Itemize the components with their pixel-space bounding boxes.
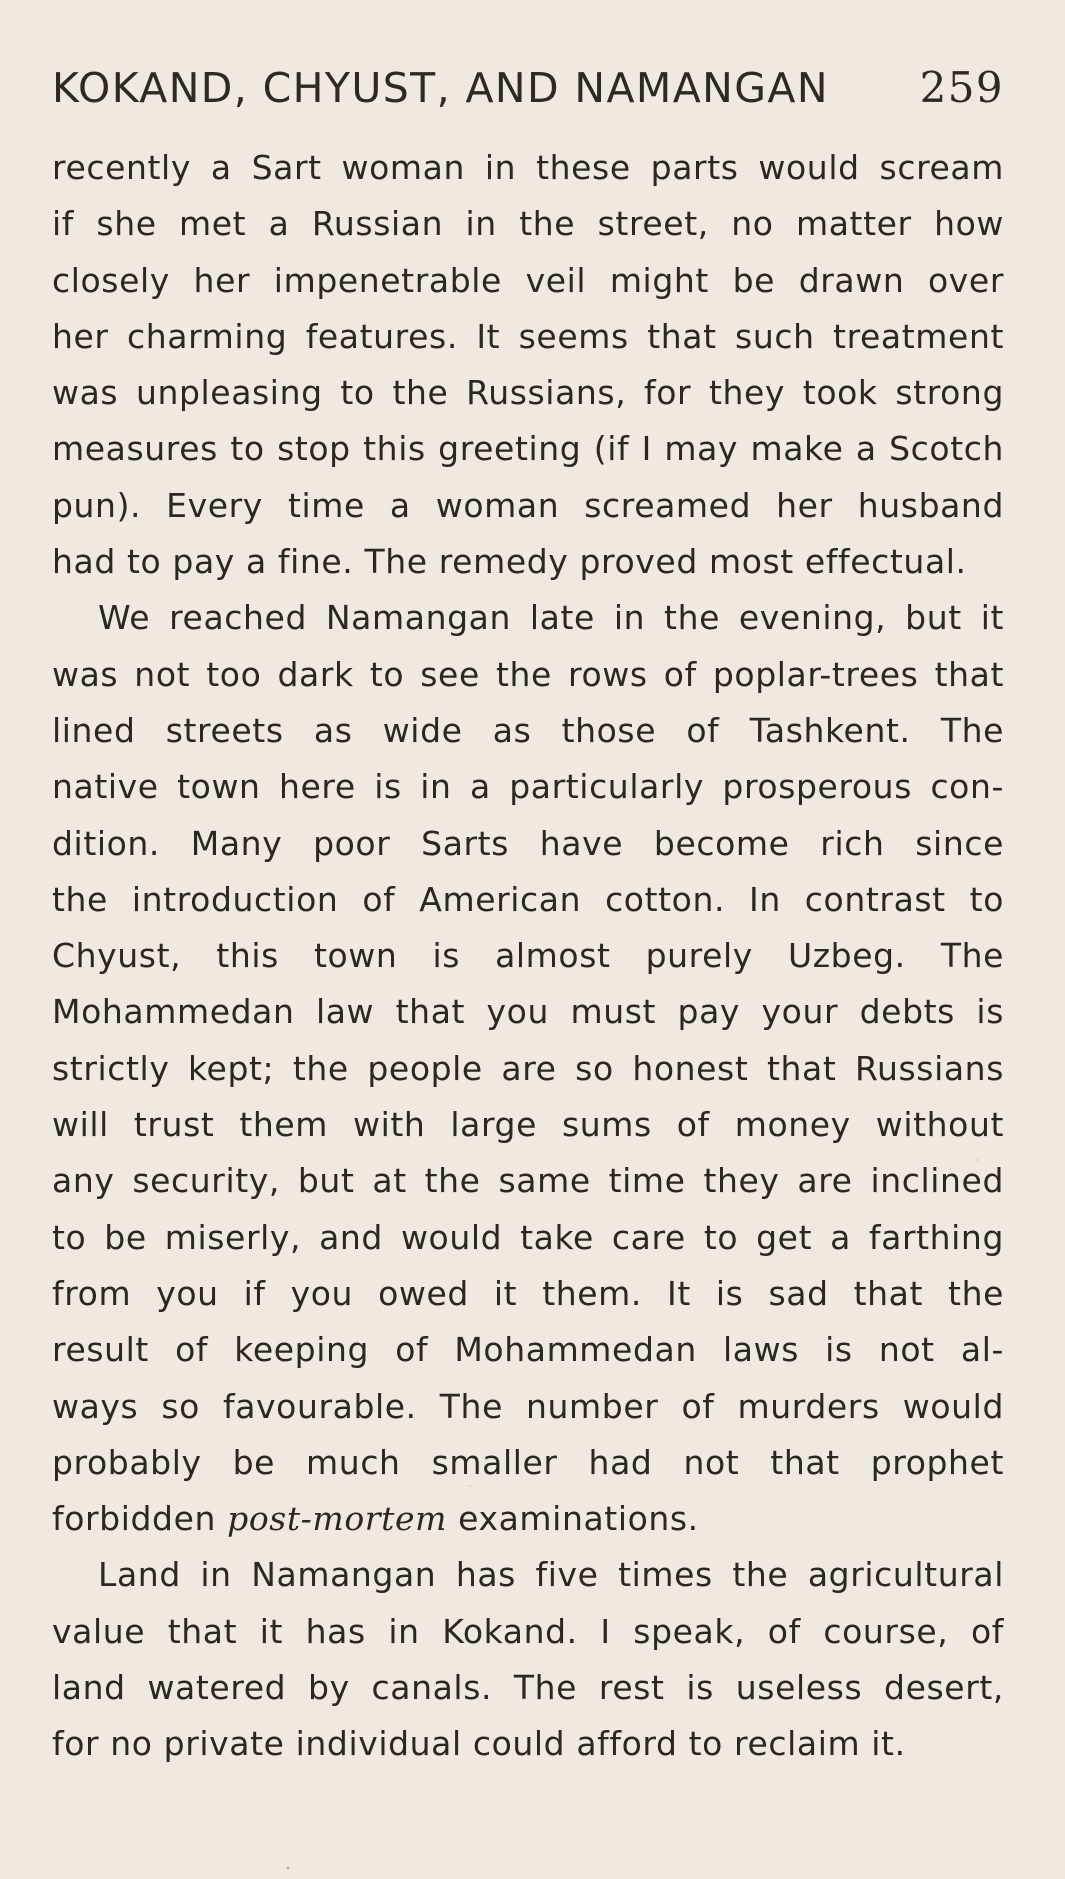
text-line bbox=[52, 309, 1004, 365]
text-line bbox=[52, 478, 1004, 534]
text-segment: examinations. bbox=[447, 1499, 699, 1539]
page-number: 259 bbox=[919, 63, 1004, 112]
text-segment: land watered by canals. The rest is useless desert, bbox=[52, 1668, 1004, 1708]
text-line bbox=[52, 703, 1004, 759]
body-text bbox=[52, 140, 1004, 1773]
text-line bbox=[52, 196, 1004, 252]
text-segment: lined streets as wide as those of Tashkent. The bbox=[52, 710, 1004, 750]
text-segment: the introduction of American cotton. In contrast to bbox=[52, 879, 1004, 919]
text-line bbox=[52, 759, 1004, 815]
text-line bbox=[52, 872, 1004, 928]
text-line bbox=[52, 421, 1004, 477]
text-segment: Land in Namangan has five times the agricultural bbox=[98, 1555, 1004, 1595]
text-line bbox=[52, 647, 1004, 703]
text-line bbox=[52, 984, 1004, 1040]
text-line bbox=[52, 365, 1004, 421]
text-line bbox=[52, 1435, 1004, 1491]
text-line bbox=[52, 928, 1004, 984]
text-segment: We reached Namangan late in the evening, but it bbox=[98, 598, 1004, 638]
paper-speck bbox=[287, 1867, 290, 1870]
text-line bbox=[52, 816, 1004, 872]
text-segment: value that it has in Kokand. I speak, of course, of bbox=[52, 1611, 1004, 1651]
text-segment: will trust them with large sums of money without bbox=[52, 1105, 1004, 1145]
text-segment: strictly kept; the people are so honest that Russians bbox=[52, 1048, 1004, 1088]
text-line bbox=[52, 253, 1004, 309]
text-line bbox=[52, 1041, 1004, 1097]
page-header bbox=[52, 58, 1004, 118]
text-line bbox=[52, 590, 1004, 646]
text-line bbox=[52, 534, 1004, 590]
text-line bbox=[52, 1210, 1004, 1266]
text-segment: had to pay a fine. The remedy proved most effectual. bbox=[52, 542, 967, 582]
text-segment: forbidden bbox=[52, 1499, 228, 1539]
text-line bbox=[52, 1153, 1004, 1209]
text-segment: to be miserly, and would take care to get a farthing bbox=[52, 1217, 1004, 1257]
text-segment: Chyust, this town is almost purely Uzbeg. The bbox=[52, 936, 1004, 976]
text-segment: result of keeping of Mohammedan laws is not al- bbox=[52, 1330, 1004, 1370]
text-segment: from you if you owed it them. It is sad that the bbox=[52, 1273, 1004, 1313]
text-segment: for no private individual could afford to reclaim it. bbox=[52, 1724, 906, 1764]
text-line bbox=[52, 140, 1004, 196]
italic-phrase: post-mortem bbox=[227, 1499, 448, 1539]
text-line bbox=[52, 1547, 1004, 1603]
text-segment: recently a Sart woman in these parts would scream bbox=[52, 148, 1004, 187]
text-segment: native town here is in a particularly prosperous con- bbox=[52, 767, 1004, 807]
text-segment: ways so favourable. The number of murders would bbox=[52, 1386, 1004, 1426]
text-segment: measures to stop this greeting (if I may make a Scotch bbox=[52, 429, 1004, 469]
text-line bbox=[52, 1379, 1004, 1435]
running-title: KOKAND, CHYUST, AND NAMANGAN bbox=[52, 64, 829, 112]
text-line bbox=[52, 1660, 1004, 1716]
text-segment: her charming features. It seems that such treatment bbox=[52, 316, 1004, 356]
text-segment: dition. Many poor Sarts have become rich since bbox=[52, 823, 1004, 863]
text-segment: closely her impenetrable veil might be drawn over bbox=[52, 260, 1004, 300]
text-segment: pun). Every time a woman screamed her husband bbox=[52, 485, 1004, 525]
text-segment: probably be much smaller had not that prophet bbox=[52, 1442, 1004, 1482]
text-segment: was not too dark to see the rows of poplar-trees that bbox=[52, 654, 1004, 694]
text-line bbox=[52, 1266, 1004, 1322]
text-line bbox=[52, 1604, 1004, 1660]
text-segment: Mohammedan law that you must pay your debts is bbox=[52, 992, 1004, 1032]
text-line bbox=[52, 1097, 1004, 1153]
text-segment: any security, but at the same time they are inclined bbox=[52, 1161, 1004, 1201]
text-line bbox=[52, 1322, 1004, 1378]
text-segment: was unpleasing to the Russians, for they took strong bbox=[52, 373, 1004, 413]
text-line bbox=[52, 1491, 1004, 1547]
text-line bbox=[52, 1716, 1004, 1772]
text-segment: if she met a Russian in the street, no matter how bbox=[52, 204, 1004, 244]
